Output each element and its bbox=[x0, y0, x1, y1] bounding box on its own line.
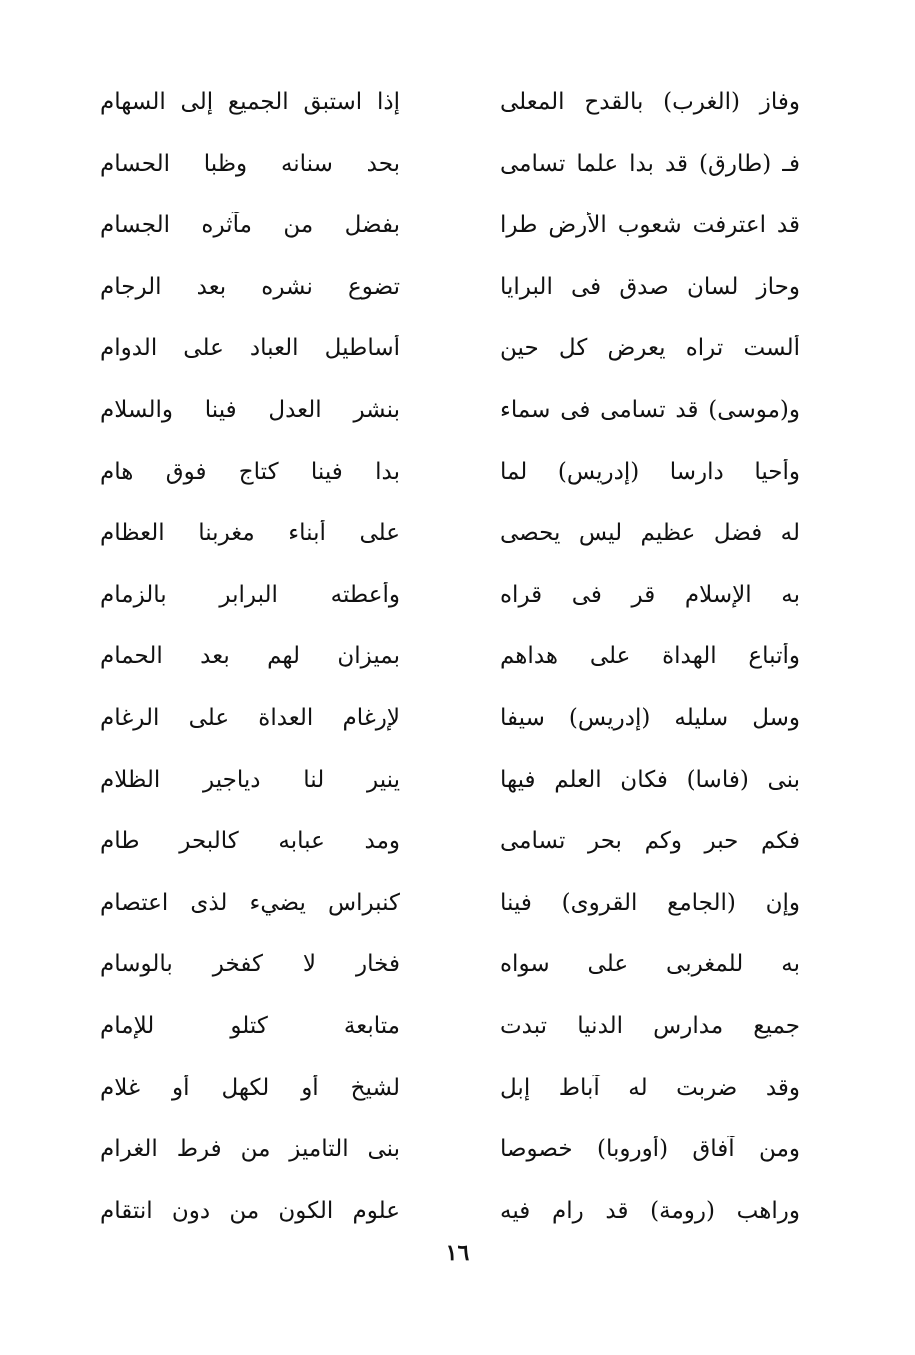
first-hemistich: جميع مدارس الدنيا تبدت bbox=[500, 1012, 800, 1039]
verse-line bbox=[100, 1058, 800, 1120]
second-hemistich: كنبراس يضيء لذى اعتصام bbox=[100, 889, 400, 916]
verse-line bbox=[100, 1119, 800, 1181]
verse-line bbox=[100, 1181, 800, 1243]
second-hemistich: بحد سنانه وظبا الحسام bbox=[100, 150, 400, 177]
second-hemistich: بميزان لهم بعد الحمام bbox=[100, 643, 400, 670]
second-hemistich: بفضل من مآثره الجسام bbox=[100, 212, 400, 239]
verse-line bbox=[100, 688, 800, 750]
second-hemistich: بدا فينا كتاج فوق هام bbox=[100, 458, 400, 485]
verse-line bbox=[100, 318, 800, 380]
second-hemistich: إذا استبق الجميع إلى السهام bbox=[100, 89, 400, 115]
second-hemistich: ينير لنا دياجير الظلام bbox=[100, 766, 400, 793]
verse-line bbox=[100, 503, 800, 565]
second-hemistich: على أبناء مغربنا العظام bbox=[100, 520, 400, 547]
second-hemistich: أساطيل العباد على الدوام bbox=[100, 335, 400, 362]
page-number: ١٦ bbox=[445, 1240, 470, 1266]
second-hemistich: فخار لا كفخر بالوسام bbox=[100, 951, 400, 978]
first-hemistich: وأحيا دارسا (إدريس) لما bbox=[500, 458, 800, 485]
verse-line bbox=[100, 565, 800, 627]
first-hemistich: وحاز لسان صدق فى البرايا bbox=[500, 273, 800, 300]
verse-line bbox=[100, 442, 800, 504]
verse-line bbox=[100, 72, 800, 134]
verse-line bbox=[100, 134, 800, 196]
second-hemistich: لإرغام العداة على الرغام bbox=[100, 704, 400, 731]
verse-line bbox=[100, 873, 800, 935]
first-hemistich: بنى (فاسا) فكان العلم فيها bbox=[500, 766, 800, 793]
second-hemistich: بنشر العدل فينا والسلام bbox=[100, 396, 400, 423]
second-hemistich: بنى التاميز من فرط الغرام bbox=[100, 1136, 400, 1163]
first-hemistich: له فضل عظيم ليس يحصى bbox=[500, 520, 800, 547]
first-hemistich: قد اعترفت شعوب الأرض طرا bbox=[500, 212, 800, 239]
first-hemistich: وقد ضربت له آباط إبل bbox=[500, 1074, 800, 1101]
first-hemistich: ومن آفاق (أوروبا) خصوصا bbox=[500, 1136, 800, 1163]
verse-line bbox=[100, 811, 800, 873]
first-hemistich: وإن (الجامع القروى) فينا bbox=[500, 889, 800, 916]
first-hemistich: وراهب (رومة) قد رام فيه bbox=[500, 1197, 800, 1224]
second-hemistich: علوم الكون من دون انتقام bbox=[100, 1197, 400, 1224]
first-hemistich: وأتباع الهداة على هداهم bbox=[500, 643, 800, 670]
verse-line bbox=[100, 380, 800, 442]
second-hemistich: متابعة كتلو للإمام bbox=[100, 1012, 400, 1039]
second-hemistich: لشيخ أو لكهل أو غلام bbox=[100, 1074, 400, 1101]
first-hemistich: وسل سليله (إدريس) سيفا bbox=[500, 704, 800, 731]
verse-line bbox=[100, 195, 800, 257]
first-hemistich: وفاز (الغرب) بالقدح المعلى bbox=[500, 89, 800, 115]
verse-line bbox=[100, 996, 800, 1058]
first-hemistich: فكم حبر وكم بحر تسامى bbox=[500, 828, 800, 855]
poem bbox=[100, 72, 800, 1242]
second-hemistich: تضوع نشره بعد الرجام bbox=[100, 273, 400, 300]
first-hemistich: به للمغربى على سواه bbox=[500, 951, 800, 978]
verse-line bbox=[100, 257, 800, 319]
verse-line bbox=[100, 750, 800, 812]
verse-line bbox=[100, 626, 800, 688]
first-hemistich: به الإسلام قر فى قراه bbox=[500, 581, 800, 608]
second-hemistich: ومد عبابه كالبحر طام bbox=[100, 828, 400, 855]
first-hemistich: ألست تراه يعرض كل حين bbox=[500, 335, 800, 362]
first-hemistich: و(موسى) قد تسامى فى سماء bbox=[500, 396, 800, 423]
second-hemistich: وأعطته البرابر بالزمام bbox=[100, 581, 400, 608]
verse-line bbox=[100, 934, 800, 996]
first-hemistich: فـ (طارق) قد بدا علما تسامى bbox=[500, 150, 800, 177]
